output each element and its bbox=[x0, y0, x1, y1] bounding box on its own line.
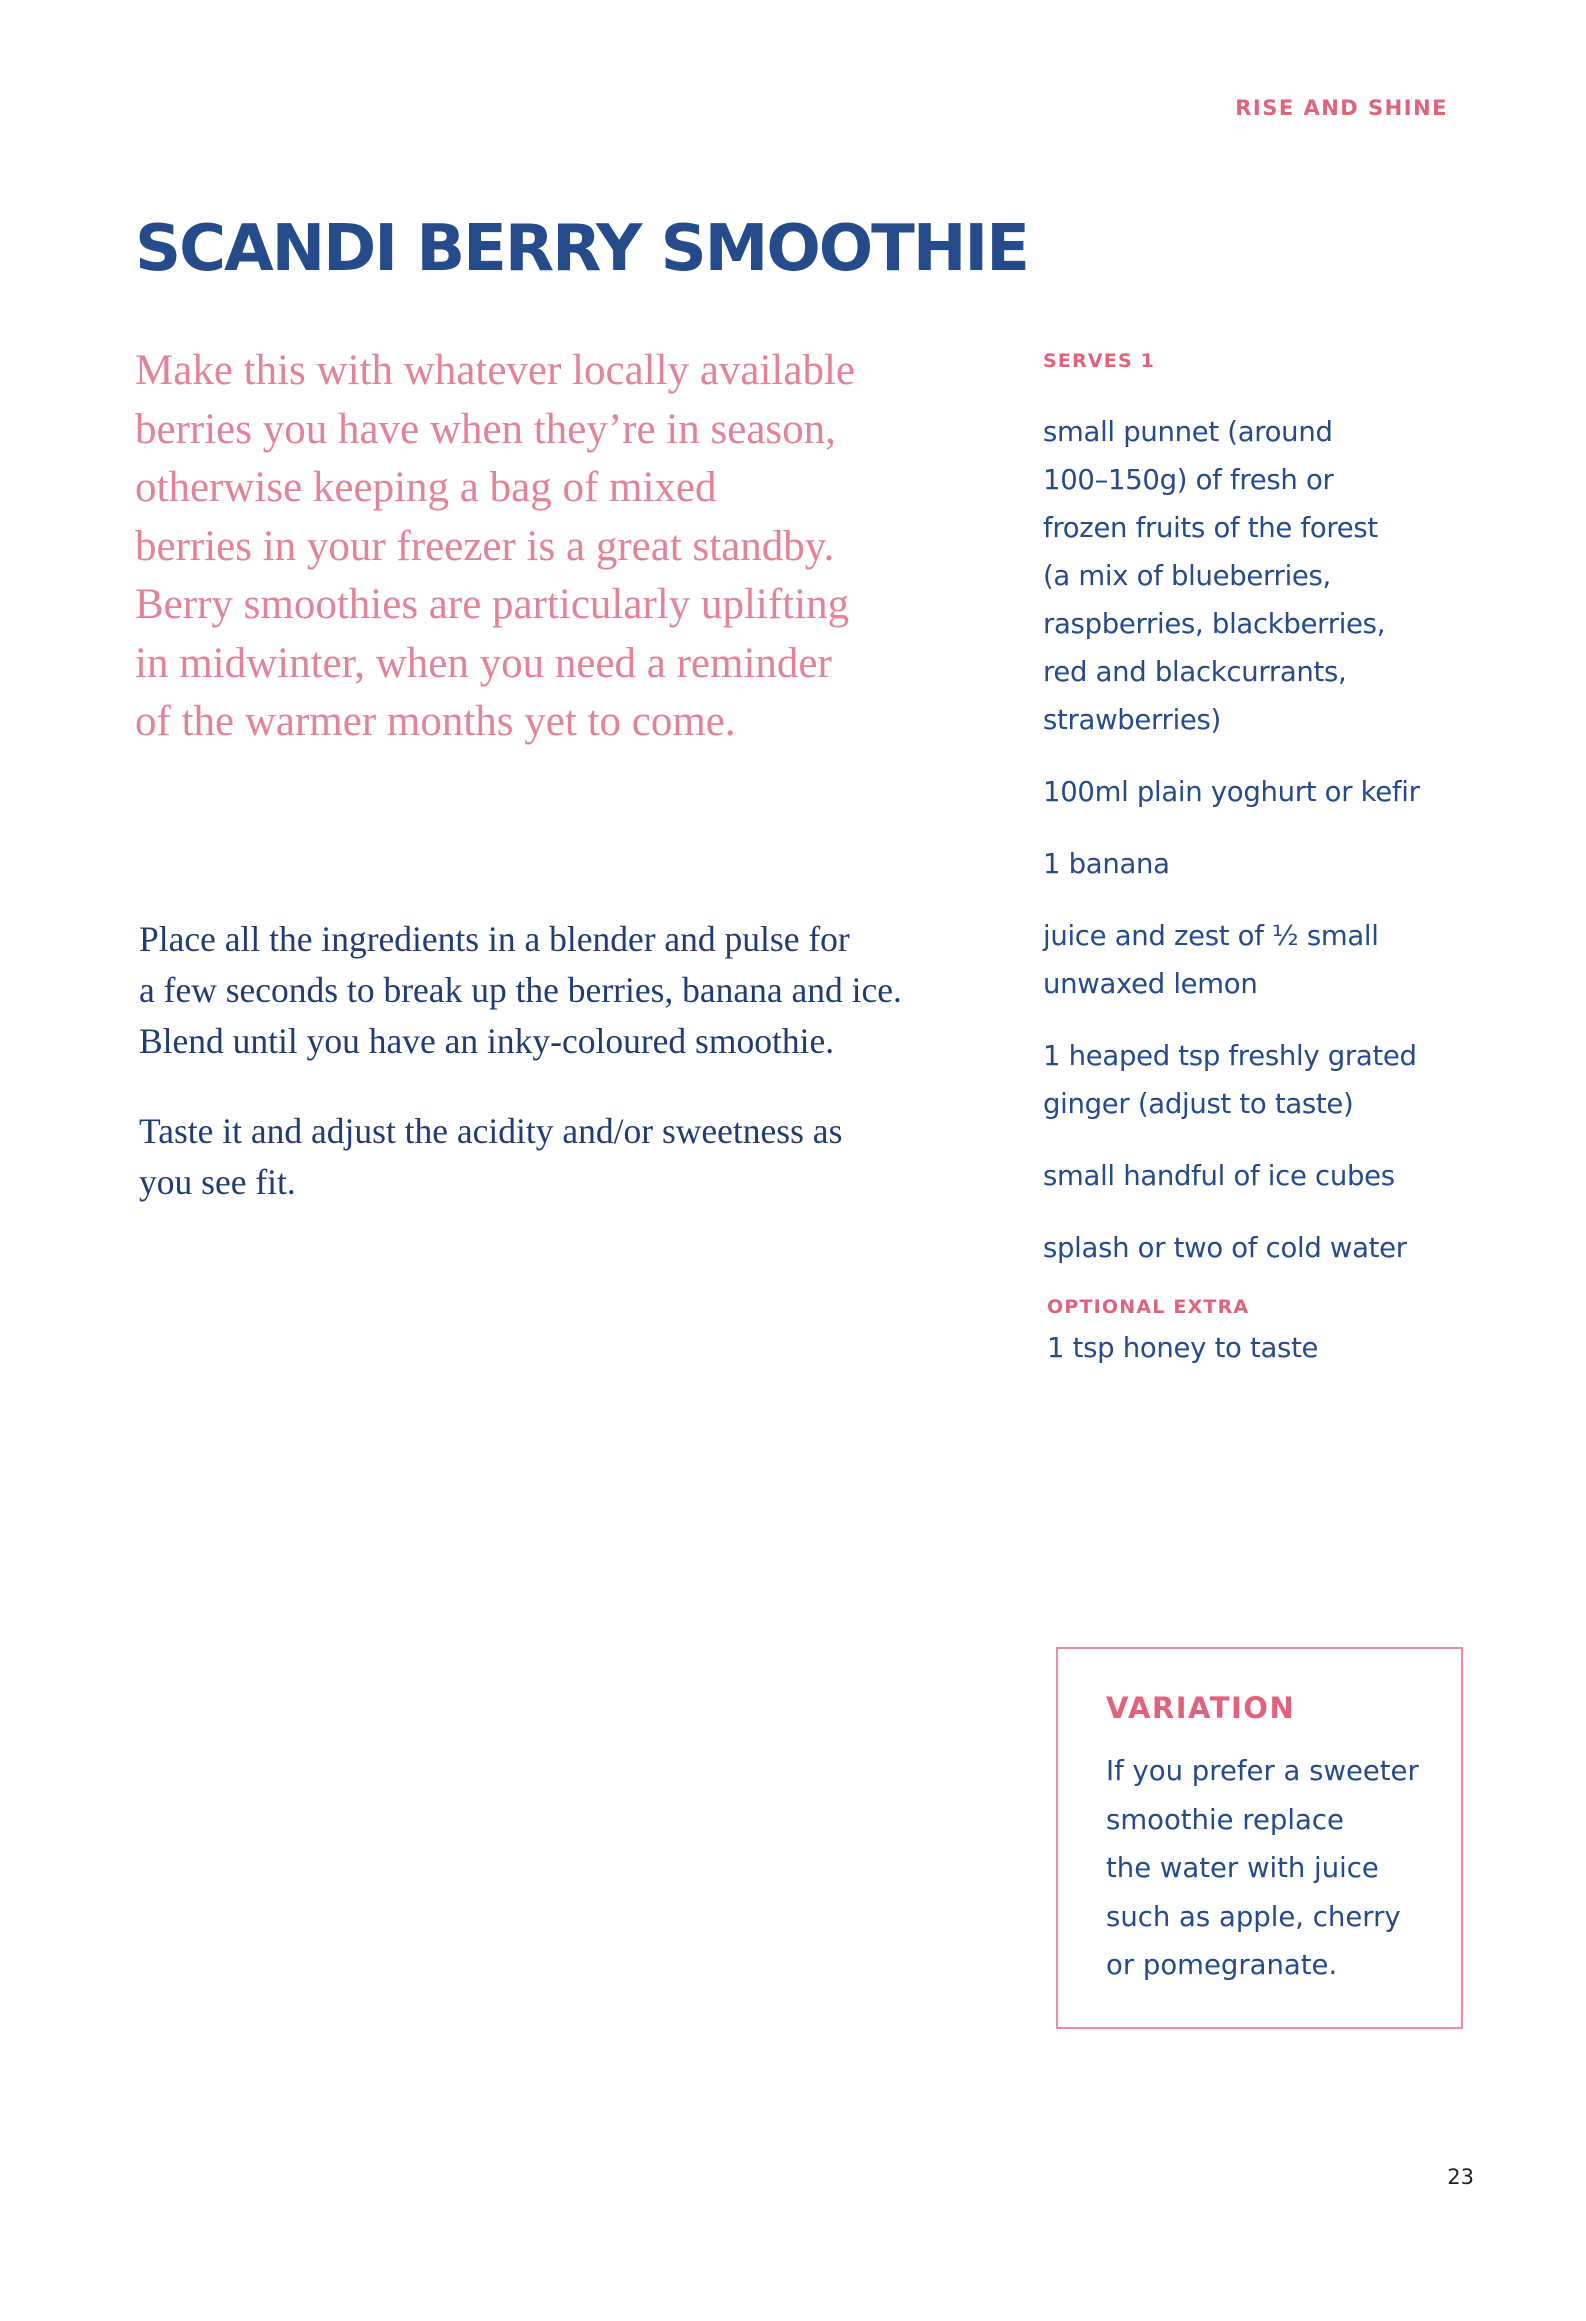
variation-line: or pomegranate. bbox=[1106, 1949, 1338, 1981]
ingredient-line: raspberries, blackberries, bbox=[1043, 608, 1386, 640]
method-line: Place all the ingredients in a blender and pulse for bbox=[139, 919, 850, 959]
recipe-intro bbox=[135, 342, 935, 752]
serves-label: SERVES 1 bbox=[1043, 350, 1156, 372]
method-line: you see fit. bbox=[139, 1162, 296, 1202]
method-section bbox=[139, 914, 1019, 1247]
intro-line: berries you have when they’re in season, bbox=[135, 405, 836, 453]
method-step bbox=[139, 1106, 1019, 1208]
ingredient-item bbox=[1043, 1152, 1463, 1200]
intro-line: in midwinter, when you need a reminder bbox=[135, 639, 832, 687]
variation-line: the water with juice bbox=[1106, 1852, 1379, 1884]
intro-line: berries in your freezer is a great standby. bbox=[135, 522, 835, 570]
ingredient-item bbox=[1043, 1224, 1463, 1272]
page-number: 23 bbox=[1447, 2165, 1474, 2189]
ingredient-line: ginger (adjust to taste) bbox=[1043, 1088, 1354, 1120]
intro-line: Make this with whatever locally available bbox=[135, 347, 855, 394]
ingredient-line: juice and zest of ½ small bbox=[1043, 920, 1379, 952]
ingredient-list bbox=[1043, 408, 1463, 1272]
variation-title: VARIATION bbox=[1106, 1691, 1296, 1725]
intro-line: of the warmer months yet to come. bbox=[135, 698, 736, 745]
ingredient-line: 1 banana bbox=[1043, 848, 1170, 880]
method-step bbox=[139, 914, 1019, 1067]
ingredients-column bbox=[1043, 350, 1463, 1372]
recipe-title: SCANDI BERRY SMOOTHIE bbox=[135, 212, 1028, 286]
ingredient-line: red and blackcurrants, bbox=[1043, 656, 1347, 688]
ingredient-item bbox=[1043, 1032, 1463, 1128]
variation-box bbox=[1056, 1647, 1463, 2029]
ingredient-line: (a mix of blueberries, bbox=[1043, 560, 1331, 592]
ingredient-item bbox=[1043, 768, 1463, 816]
ingredient-line: 100–150g) of fresh or bbox=[1043, 464, 1334, 496]
ingredient-item bbox=[1043, 912, 1463, 1008]
method-line: Taste it and adjust the acidity and/or sweetness as bbox=[139, 1111, 843, 1151]
variation-line: If you prefer a sweeter bbox=[1106, 1755, 1419, 1787]
ingredient-line: small punnet (around bbox=[1043, 416, 1333, 448]
optional-extra-label: OPTIONAL EXTRA bbox=[1047, 1296, 1250, 1318]
ingredient-line: frozen fruits of the forest bbox=[1043, 512, 1378, 544]
ingredient-line: unwaxed lemon bbox=[1043, 968, 1258, 1000]
intro-line: otherwise keeping a bag of mixed bbox=[135, 464, 717, 511]
ingredient-line: 1 heaped tsp freshly grated bbox=[1043, 1040, 1417, 1072]
method-line: a few seconds to break up the berries, banana and ice. bbox=[139, 970, 902, 1010]
ingredient-line: small handful of ice cubes bbox=[1043, 1160, 1395, 1192]
ingredient-line: 100ml plain yoghurt or kefir bbox=[1043, 776, 1420, 808]
ingredient-item bbox=[1043, 840, 1463, 888]
intro-line: Berry smoothies are particularly uplifting bbox=[135, 581, 850, 628]
ingredient-item bbox=[1043, 408, 1463, 744]
variation-line: smoothie replace bbox=[1106, 1803, 1344, 1836]
variation-text bbox=[1106, 1747, 1431, 1990]
variation-line: such as apple, cherry bbox=[1106, 1900, 1401, 1933]
method-line: Blend until you have an inky-coloured smoothie. bbox=[139, 1021, 835, 1061]
ingredient-line: strawberries) bbox=[1043, 704, 1221, 736]
ingredient-line: splash or two of cold water bbox=[1043, 1232, 1407, 1264]
optional-extra-item: 1 tsp honey to taste bbox=[1047, 1332, 1319, 1364]
running-head: RISE AND SHINE bbox=[1235, 96, 1448, 120]
